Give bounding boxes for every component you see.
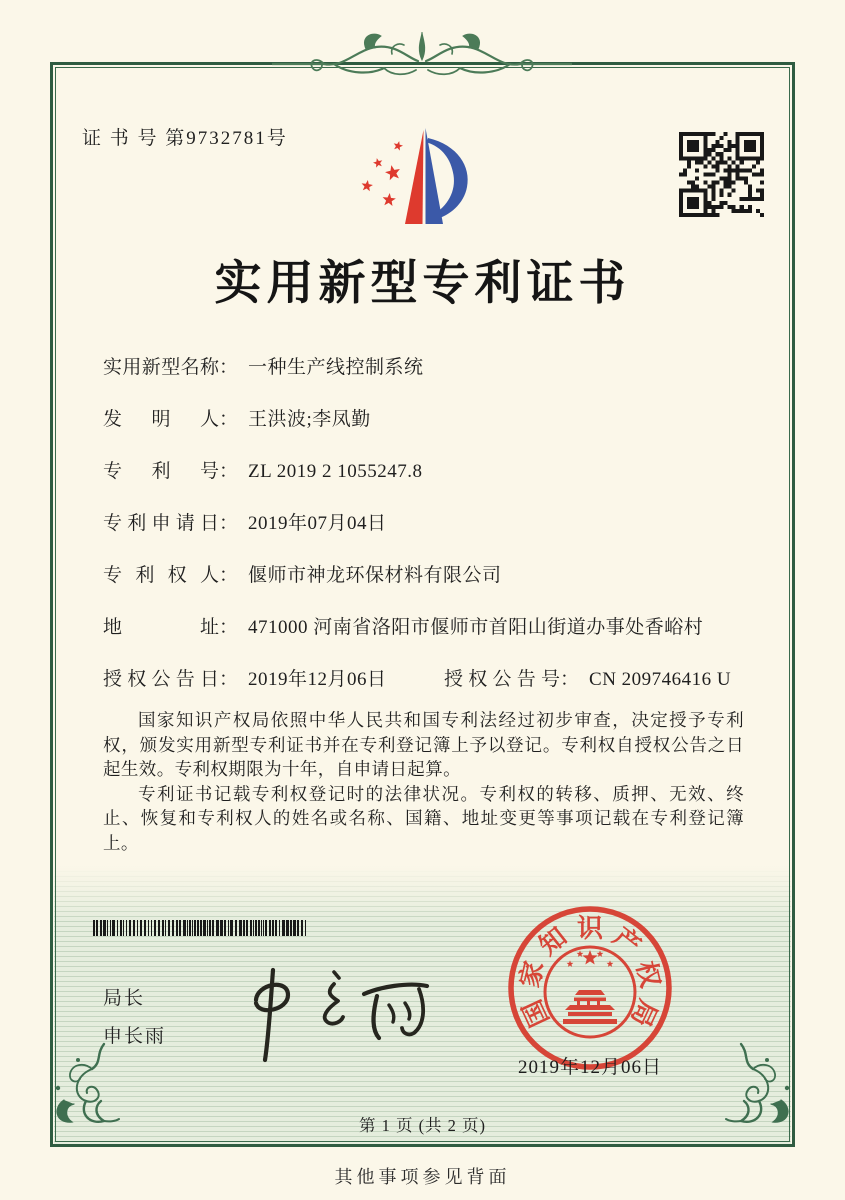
field-value: CN 209746416 U bbox=[589, 669, 732, 690]
colon: ： bbox=[219, 513, 239, 534]
field-label: 授权公告日 bbox=[103, 669, 219, 690]
field-value: 偃师市神龙环保材料有限公司 bbox=[248, 565, 502, 586]
national-emblem-icon bbox=[545, 947, 635, 1037]
page-indicator: 第 1 页 (共 2 页) bbox=[358, 1116, 487, 1135]
field-value: 2019年12月06日 bbox=[248, 669, 387, 690]
svg-text:国: 国 bbox=[517, 995, 555, 1032]
legal-paragraph-1: 国家知识产权局依照中华人民共和国专利法经过初步审查，决定授予专利权，颁发实用新型专利证书并在专利登记簿上予以登记。专利权自授权公告之日起生效。专利权期限为十年，自申请日起算。 bbox=[103, 710, 744, 780]
colon: ： bbox=[560, 669, 580, 690]
field-label: 地址 bbox=[103, 617, 219, 638]
colon: ： bbox=[219, 409, 239, 430]
seal-date: 2019年12月06日 bbox=[517, 1057, 662, 1078]
cnipa-logo-icon bbox=[352, 120, 502, 235]
field-label: 专利权人 bbox=[103, 565, 219, 586]
field-value: ZL 2019 2 1055247.8 bbox=[248, 461, 423, 482]
top-scroll-ornament-icon bbox=[272, 28, 572, 92]
field-address bbox=[103, 612, 763, 638]
officer-title: 局长 bbox=[103, 988, 146, 1009]
certificate-title: 实用新型专利证书 bbox=[214, 258, 631, 310]
field-label: 专利号 bbox=[103, 461, 219, 482]
field-invention-name bbox=[103, 352, 763, 378]
cnipa-seal bbox=[504, 902, 676, 1074]
field-label: 发明人 bbox=[103, 409, 219, 430]
barcode bbox=[93, 920, 311, 936]
field-application-date bbox=[103, 508, 763, 534]
officer-name: 申长雨 bbox=[103, 1026, 167, 1047]
legal-text bbox=[103, 708, 744, 856]
officer-signature bbox=[228, 956, 440, 1074]
field-label: 授权公告号 bbox=[444, 669, 561, 690]
colon: ： bbox=[219, 357, 239, 378]
field-value: 王洪波;李凤勤 bbox=[248, 409, 371, 430]
field-patent-number bbox=[103, 456, 763, 482]
field-grant-date-and-number bbox=[103, 664, 763, 690]
back-note: 其他事项参见背面 bbox=[334, 1167, 511, 1187]
colon: ： bbox=[219, 617, 239, 638]
field-patentee bbox=[103, 560, 763, 586]
svg-text:家: 家 bbox=[514, 958, 550, 991]
field-value: 一种生产线控制系统 bbox=[248, 357, 424, 378]
qr-code bbox=[679, 132, 764, 217]
field-label: 专利申请日 bbox=[103, 513, 219, 534]
certificate-number: 证 书 号 第9732781号 bbox=[82, 128, 288, 149]
field-list bbox=[103, 352, 763, 716]
svg-text:权: 权 bbox=[630, 958, 666, 991]
svg-text:局: 局 bbox=[625, 995, 663, 1032]
colon: ： bbox=[219, 565, 239, 586]
svg-text:产: 产 bbox=[607, 921, 647, 961]
field-label: 实用新型名称 bbox=[103, 357, 219, 378]
field-value: 2019年07月04日 bbox=[248, 513, 387, 534]
field-inventors bbox=[103, 404, 763, 430]
field-value: 471000 河南省洛阳市偃师市首阳山街道办事处香峪村 bbox=[248, 617, 704, 638]
colon: ： bbox=[219, 461, 239, 482]
svg-text:知: 知 bbox=[533, 921, 573, 961]
legal-paragraph-2: 专利证书记载专利权登记时的法律状况。专利权的转移、质押、无效、终止、恢复和专利权人的姓名或名称、国籍、地址变更等事项记载在专利登记簿上。 bbox=[103, 783, 744, 853]
svg-text:识: 识 bbox=[576, 914, 604, 943]
colon: ： bbox=[219, 669, 239, 690]
